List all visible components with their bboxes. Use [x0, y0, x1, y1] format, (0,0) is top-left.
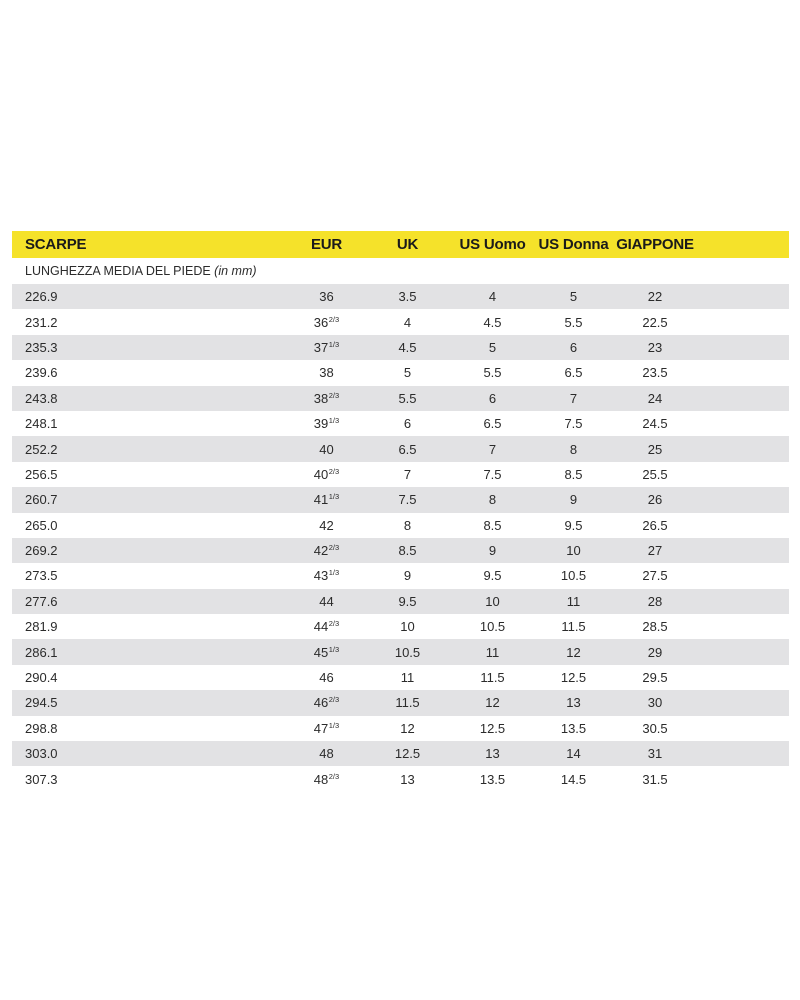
table-body [12, 284, 789, 792]
cell-japan [614, 645, 696, 660]
cell-foot-length [12, 568, 290, 583]
foot-length-label-text: LUNGHEZZA MEDIA DEL PIEDE [25, 264, 215, 278]
table-row [12, 716, 789, 741]
cell-foot-length-value: 273.5 [25, 568, 58, 584]
cell-us-men [452, 340, 533, 355]
cell-eur [290, 746, 363, 761]
foot-length-unit: (in mm) [214, 264, 257, 278]
table-row [12, 284, 789, 309]
cell-us-women [533, 518, 614, 533]
cell-us-men-value: 10.5 [479, 619, 506, 635]
cell-foot-length [12, 645, 290, 660]
cell-us-men [452, 391, 533, 406]
cell-japan [614, 467, 696, 482]
cell-uk [363, 442, 452, 457]
cell-eur-value: 36 [319, 289, 334, 305]
cell-uk-value: 8 [403, 517, 412, 533]
cell-us-women [533, 594, 614, 609]
cell-japan-value: 26 [647, 492, 663, 508]
cell-japan-value: 22.5 [642, 314, 668, 330]
cell-japan [614, 289, 696, 304]
cell-uk [363, 670, 452, 685]
cell-us-women [533, 619, 614, 634]
cell-us-women-value: 12.5 [560, 670, 587, 686]
cell-uk [363, 594, 452, 609]
cell-uk [363, 467, 452, 482]
cell-japan [614, 772, 696, 787]
size-chart-table [12, 231, 789, 792]
cell-us-men-value: 11.5 [480, 670, 505, 686]
cell-eur-value: 46 [313, 695, 329, 711]
cell-japan [614, 670, 696, 685]
cell-us-men-value: 13.5 [479, 771, 506, 787]
cell-foot-length-value: 248.1 [25, 416, 58, 432]
cell-us-men [452, 289, 533, 304]
eur-fraction: 1/3 [328, 339, 340, 349]
eur-fraction: 2/3 [328, 543, 340, 553]
cell-japan-value: 24.5 [642, 416, 668, 432]
cell-us-men-value: 5.5 [483, 365, 502, 381]
cell-uk-value: 10.5 [394, 644, 421, 660]
cell-us-women-value: 13 [566, 695, 581, 711]
cell-eur-value: 47 [313, 720, 329, 736]
cell-eur [290, 340, 363, 355]
cell-eur [290, 645, 363, 660]
cell-uk-value: 3.5 [398, 289, 417, 305]
cell-eur-value: 38 [319, 365, 334, 381]
cell-foot-length [12, 594, 290, 609]
foot-length-label [12, 264, 290, 278]
cell-uk-value: 5.5 [398, 390, 417, 406]
eur-fraction: 2/3 [328, 466, 340, 476]
cell-us-men [452, 695, 533, 710]
table-row [12, 538, 789, 563]
cell-uk-value: 8.5 [398, 543, 417, 559]
cell-foot-length [12, 543, 290, 558]
cell-us-men-value: 12 [485, 695, 500, 711]
cell-eur [290, 416, 363, 431]
cell-us-women-value: 14 [566, 746, 581, 762]
cell-us-women-value: 12 [566, 644, 581, 660]
cell-japan-value: 26.5 [642, 517, 668, 533]
cell-us-women [533, 289, 614, 304]
cell-uk [363, 365, 452, 380]
cell-eur-value: 40 [319, 441, 334, 457]
cell-uk [363, 721, 452, 736]
cell-foot-length-value: 294.5 [25, 695, 58, 711]
cell-uk-value: 12 [400, 720, 415, 736]
cell-foot-length-value: 239.6 [25, 365, 58, 381]
cell-us-men [452, 543, 533, 558]
cell-uk [363, 289, 452, 304]
cell-eur [290, 289, 363, 304]
cell-us-women-value: 7.5 [564, 416, 583, 432]
cell-us-women [533, 340, 614, 355]
cell-eur [290, 619, 363, 634]
eur-fraction: 1/3 [328, 720, 340, 730]
cell-us-men-value: 12.5 [479, 720, 506, 736]
cell-us-men-value: 6.5 [483, 416, 502, 432]
header-eur: EUR [310, 236, 343, 253]
cell-uk [363, 772, 452, 787]
cell-uk [363, 416, 452, 431]
cell-japan [614, 543, 696, 558]
cell-us-men [452, 594, 533, 609]
cell-us-men-value: 9.5 [483, 568, 502, 584]
cell-uk-value: 4.5 [398, 339, 417, 355]
table-row [12, 639, 789, 664]
table-row [12, 614, 789, 639]
cell-us-women [533, 772, 614, 787]
cell-uk [363, 518, 452, 533]
cell-us-women [533, 721, 614, 736]
cell-eur [290, 568, 363, 583]
cell-foot-length [12, 340, 290, 355]
cell-us-men [452, 721, 533, 736]
cell-japan [614, 568, 696, 583]
eur-fraction: 2/3 [328, 695, 340, 705]
cell-foot-length-value: 281.9 [25, 619, 58, 635]
cell-eur [290, 772, 363, 787]
cell-japan-value: 28.5 [642, 619, 668, 635]
eur-fraction: 2/3 [328, 619, 340, 629]
cell-foot-length-value: 277.6 [25, 593, 58, 609]
cell-eur-value: 44 [313, 619, 329, 635]
cell-foot-length-value: 269.2 [25, 543, 58, 559]
eur-fraction: 1/3 [328, 492, 340, 502]
cell-us-men-value: 10 [485, 593, 500, 609]
cell-us-women-value: 8.5 [564, 466, 583, 482]
cell-foot-length [12, 721, 290, 736]
cell-foot-length-value: 265.0 [25, 517, 58, 533]
cell-us-men [452, 746, 533, 761]
cell-foot-length [12, 442, 290, 457]
cell-foot-length [12, 289, 290, 304]
cell-foot-length [12, 416, 290, 431]
cell-japan [614, 416, 696, 431]
cell-us-women-value: 8 [569, 441, 578, 457]
cell-us-women-value: 5.5 [564, 314, 583, 330]
cell-eur [290, 695, 363, 710]
cell-eur-value: 41 [313, 492, 329, 508]
cell-japan [614, 746, 696, 761]
cell-uk-value: 6 [403, 416, 412, 432]
cell-foot-length-value: 231.2 [25, 314, 58, 330]
cell-japan [614, 340, 696, 355]
cell-us-men [452, 416, 533, 431]
cell-uk-value: 5 [403, 365, 412, 381]
cell-japan [614, 315, 696, 330]
cell-foot-length-value: 290.4 [25, 670, 58, 686]
cell-us-women [533, 695, 614, 710]
cell-us-women-value: 5 [569, 289, 578, 305]
cell-us-men [452, 365, 533, 380]
table-header-row [12, 231, 789, 258]
cell-japan-value: 29 [647, 644, 663, 660]
cell-uk-value: 12.5 [394, 746, 421, 762]
cell-us-women [533, 391, 614, 406]
cell-japan [614, 492, 696, 507]
cell-foot-length [12, 670, 290, 685]
cell-us-men-value: 8.5 [483, 517, 502, 533]
cell-eur [290, 543, 363, 558]
cell-eur [290, 467, 363, 482]
cell-eur [290, 594, 363, 609]
cell-us-women-value: 6 [569, 339, 578, 355]
cell-eur-value: 39 [313, 416, 329, 432]
cell-us-women-value: 11.5 [561, 619, 586, 635]
cell-us-women [533, 492, 614, 507]
cell-us-women [533, 467, 614, 482]
eur-fraction: 1/3 [328, 644, 340, 654]
cell-japan [614, 721, 696, 736]
table-row [12, 309, 789, 334]
cell-us-men-value: 13 [485, 746, 500, 762]
header-us-men: US Uomo [459, 236, 526, 253]
table-row [12, 335, 789, 360]
cell-uk [363, 619, 452, 634]
cell-eur-value: 48 [319, 746, 334, 762]
cell-us-women [533, 746, 614, 761]
cell-foot-length-value: 226.9 [25, 289, 58, 305]
cell-us-men-value: 8 [488, 492, 497, 508]
cell-foot-length [12, 365, 290, 380]
cell-us-women-value: 14.5 [560, 771, 587, 787]
cell-us-men-value: 7 [488, 441, 497, 457]
header-shoes: SCARPE [25, 236, 87, 253]
cell-uk [363, 492, 452, 507]
cell-japan-value: 27.5 [642, 568, 668, 584]
eur-fraction: 1/3 [328, 416, 340, 426]
cell-eur [290, 442, 363, 457]
cell-japan-value: 23 [647, 339, 663, 355]
cell-foot-length [12, 518, 290, 533]
cell-foot-length-value: 235.3 [25, 339, 58, 355]
cell-foot-length [12, 619, 290, 634]
cell-eur-value: 43 [313, 568, 329, 584]
cell-eur [290, 315, 363, 330]
cell-uk [363, 695, 452, 710]
cell-foot-length [12, 772, 290, 787]
cell-japan-value: 28 [647, 593, 663, 609]
cell-foot-length-value: 286.1 [25, 644, 58, 660]
table-row [12, 411, 789, 436]
cell-us-men [452, 518, 533, 533]
cell-foot-length [12, 695, 290, 710]
cell-japan-value: 23.5 [642, 365, 668, 381]
cell-foot-length-value: 260.7 [25, 492, 58, 508]
cell-us-men-value: 11 [485, 644, 500, 660]
cell-eur-value: 40 [313, 466, 329, 482]
cell-us-women [533, 645, 614, 660]
cell-us-men [452, 568, 533, 583]
cell-eur-value: 45 [313, 644, 329, 660]
table-row [12, 487, 789, 512]
cell-eur-value: 46 [319, 670, 334, 686]
cell-foot-length [12, 492, 290, 507]
cell-us-men [452, 670, 533, 685]
cell-eur [290, 518, 363, 533]
cell-us-men-value: 7.5 [483, 466, 502, 482]
cell-japan [614, 619, 696, 634]
cell-uk [363, 746, 452, 761]
cell-japan-value: 27 [647, 543, 663, 559]
cell-uk-value: 9.5 [398, 593, 417, 609]
cell-us-men [452, 645, 533, 660]
cell-us-men-value: 9 [488, 543, 497, 559]
header-us-women: US Donna [538, 236, 609, 253]
cell-us-men [452, 315, 533, 330]
cell-us-men-value: 5 [488, 339, 497, 355]
cell-japan-value: 30.5 [642, 720, 668, 736]
cell-us-men [452, 619, 533, 634]
cell-us-men [452, 492, 533, 507]
eur-fraction: 2/3 [328, 771, 340, 781]
cell-japan-value: 22 [647, 289, 663, 305]
cell-us-women-value: 13.5 [560, 720, 587, 736]
cell-foot-length-value: 252.2 [25, 441, 58, 457]
cell-us-men [452, 467, 533, 482]
cell-foot-length-value: 298.8 [25, 720, 58, 736]
cell-japan [614, 695, 696, 710]
cell-foot-length-value: 303.0 [25, 746, 58, 762]
cell-japan-value: 31.5 [642, 771, 668, 787]
table-row [12, 690, 789, 715]
cell-us-women-value: 9.5 [564, 517, 583, 533]
cell-us-women [533, 416, 614, 431]
table-row [12, 665, 789, 690]
cell-eur-value: 42 [319, 517, 334, 533]
table-row [12, 563, 789, 588]
cell-foot-length-value: 256.5 [25, 466, 58, 482]
cell-us-women-value: 10 [566, 543, 581, 559]
table-row [12, 360, 789, 385]
cell-eur-value: 42 [313, 543, 329, 559]
cell-japan [614, 594, 696, 609]
cell-us-women-value: 6.5 [564, 365, 583, 381]
cell-japan [614, 442, 696, 457]
cell-eur-value: 37 [313, 339, 329, 355]
table-row [12, 462, 789, 487]
header-uk: UK [396, 236, 419, 253]
cell-uk-value: 9 [403, 568, 412, 584]
cell-uk [363, 391, 452, 406]
table-row [12, 436, 789, 461]
header-japan: GIAPPONE [616, 236, 694, 253]
cell-foot-length-value: 243.8 [25, 390, 58, 406]
cell-japan-value: 24 [647, 390, 663, 406]
cell-us-women [533, 670, 614, 685]
cell-uk-value: 13 [400, 771, 415, 787]
cell-uk [363, 568, 452, 583]
eur-fraction: 2/3 [328, 314, 340, 324]
cell-us-men-value: 4 [488, 289, 497, 305]
table-row [12, 386, 789, 411]
table-row [12, 513, 789, 538]
cell-japan-value: 29.5 [642, 670, 668, 686]
cell-eur-value: 36 [313, 314, 329, 330]
cell-us-women [533, 315, 614, 330]
eur-fraction: 1/3 [328, 568, 340, 578]
cell-eur-value: 44 [319, 593, 334, 609]
cell-us-women-value: 10.5 [560, 568, 587, 584]
cell-us-women-value: 7 [569, 390, 578, 406]
cell-uk-value: 4 [403, 314, 412, 330]
cell-eur [290, 365, 363, 380]
cell-uk [363, 543, 452, 558]
table-row [12, 766, 789, 791]
cell-uk-value: 11.5 [395, 695, 420, 711]
cell-eur-value: 48 [313, 771, 329, 787]
cell-eur [290, 670, 363, 685]
cell-us-men [452, 772, 533, 787]
cell-eur [290, 391, 363, 406]
cell-foot-length [12, 746, 290, 761]
cell-japan-value: 25.5 [642, 466, 668, 482]
cell-uk-value: 6.5 [398, 441, 417, 457]
cell-foot-length [12, 467, 290, 482]
cell-us-women-value: 9 [569, 492, 578, 508]
cell-japan-value: 31 [647, 746, 663, 762]
cell-uk-value: 7 [403, 466, 412, 482]
table-row [12, 741, 789, 766]
cell-japan [614, 365, 696, 380]
cell-uk [363, 340, 452, 355]
cell-eur [290, 492, 363, 507]
cell-eur [290, 721, 363, 736]
cell-us-men-value: 4.5 [483, 314, 502, 330]
cell-foot-length-value: 307.3 [25, 771, 58, 787]
cell-japan [614, 391, 696, 406]
eur-fraction: 2/3 [328, 390, 340, 400]
cell-eur-value: 38 [313, 390, 329, 406]
cell-us-women [533, 543, 614, 558]
cell-uk [363, 315, 452, 330]
cell-japan-value: 30 [647, 695, 663, 711]
cell-foot-length [12, 315, 290, 330]
cell-us-women [533, 365, 614, 380]
table-row [12, 589, 789, 614]
cell-japan-value: 25 [647, 441, 663, 457]
cell-us-men-value: 6 [488, 390, 497, 406]
cell-us-women [533, 442, 614, 457]
cell-us-men [452, 442, 533, 457]
cell-uk-value: 11 [400, 670, 415, 686]
cell-us-women [533, 568, 614, 583]
cell-uk-value: 10 [400, 619, 415, 635]
table-subheader-row [12, 258, 789, 284]
cell-foot-length [12, 391, 290, 406]
cell-uk [363, 645, 452, 660]
cell-uk-value: 7.5 [398, 492, 417, 508]
cell-us-women-value: 11 [566, 593, 581, 609]
cell-japan [614, 518, 696, 533]
